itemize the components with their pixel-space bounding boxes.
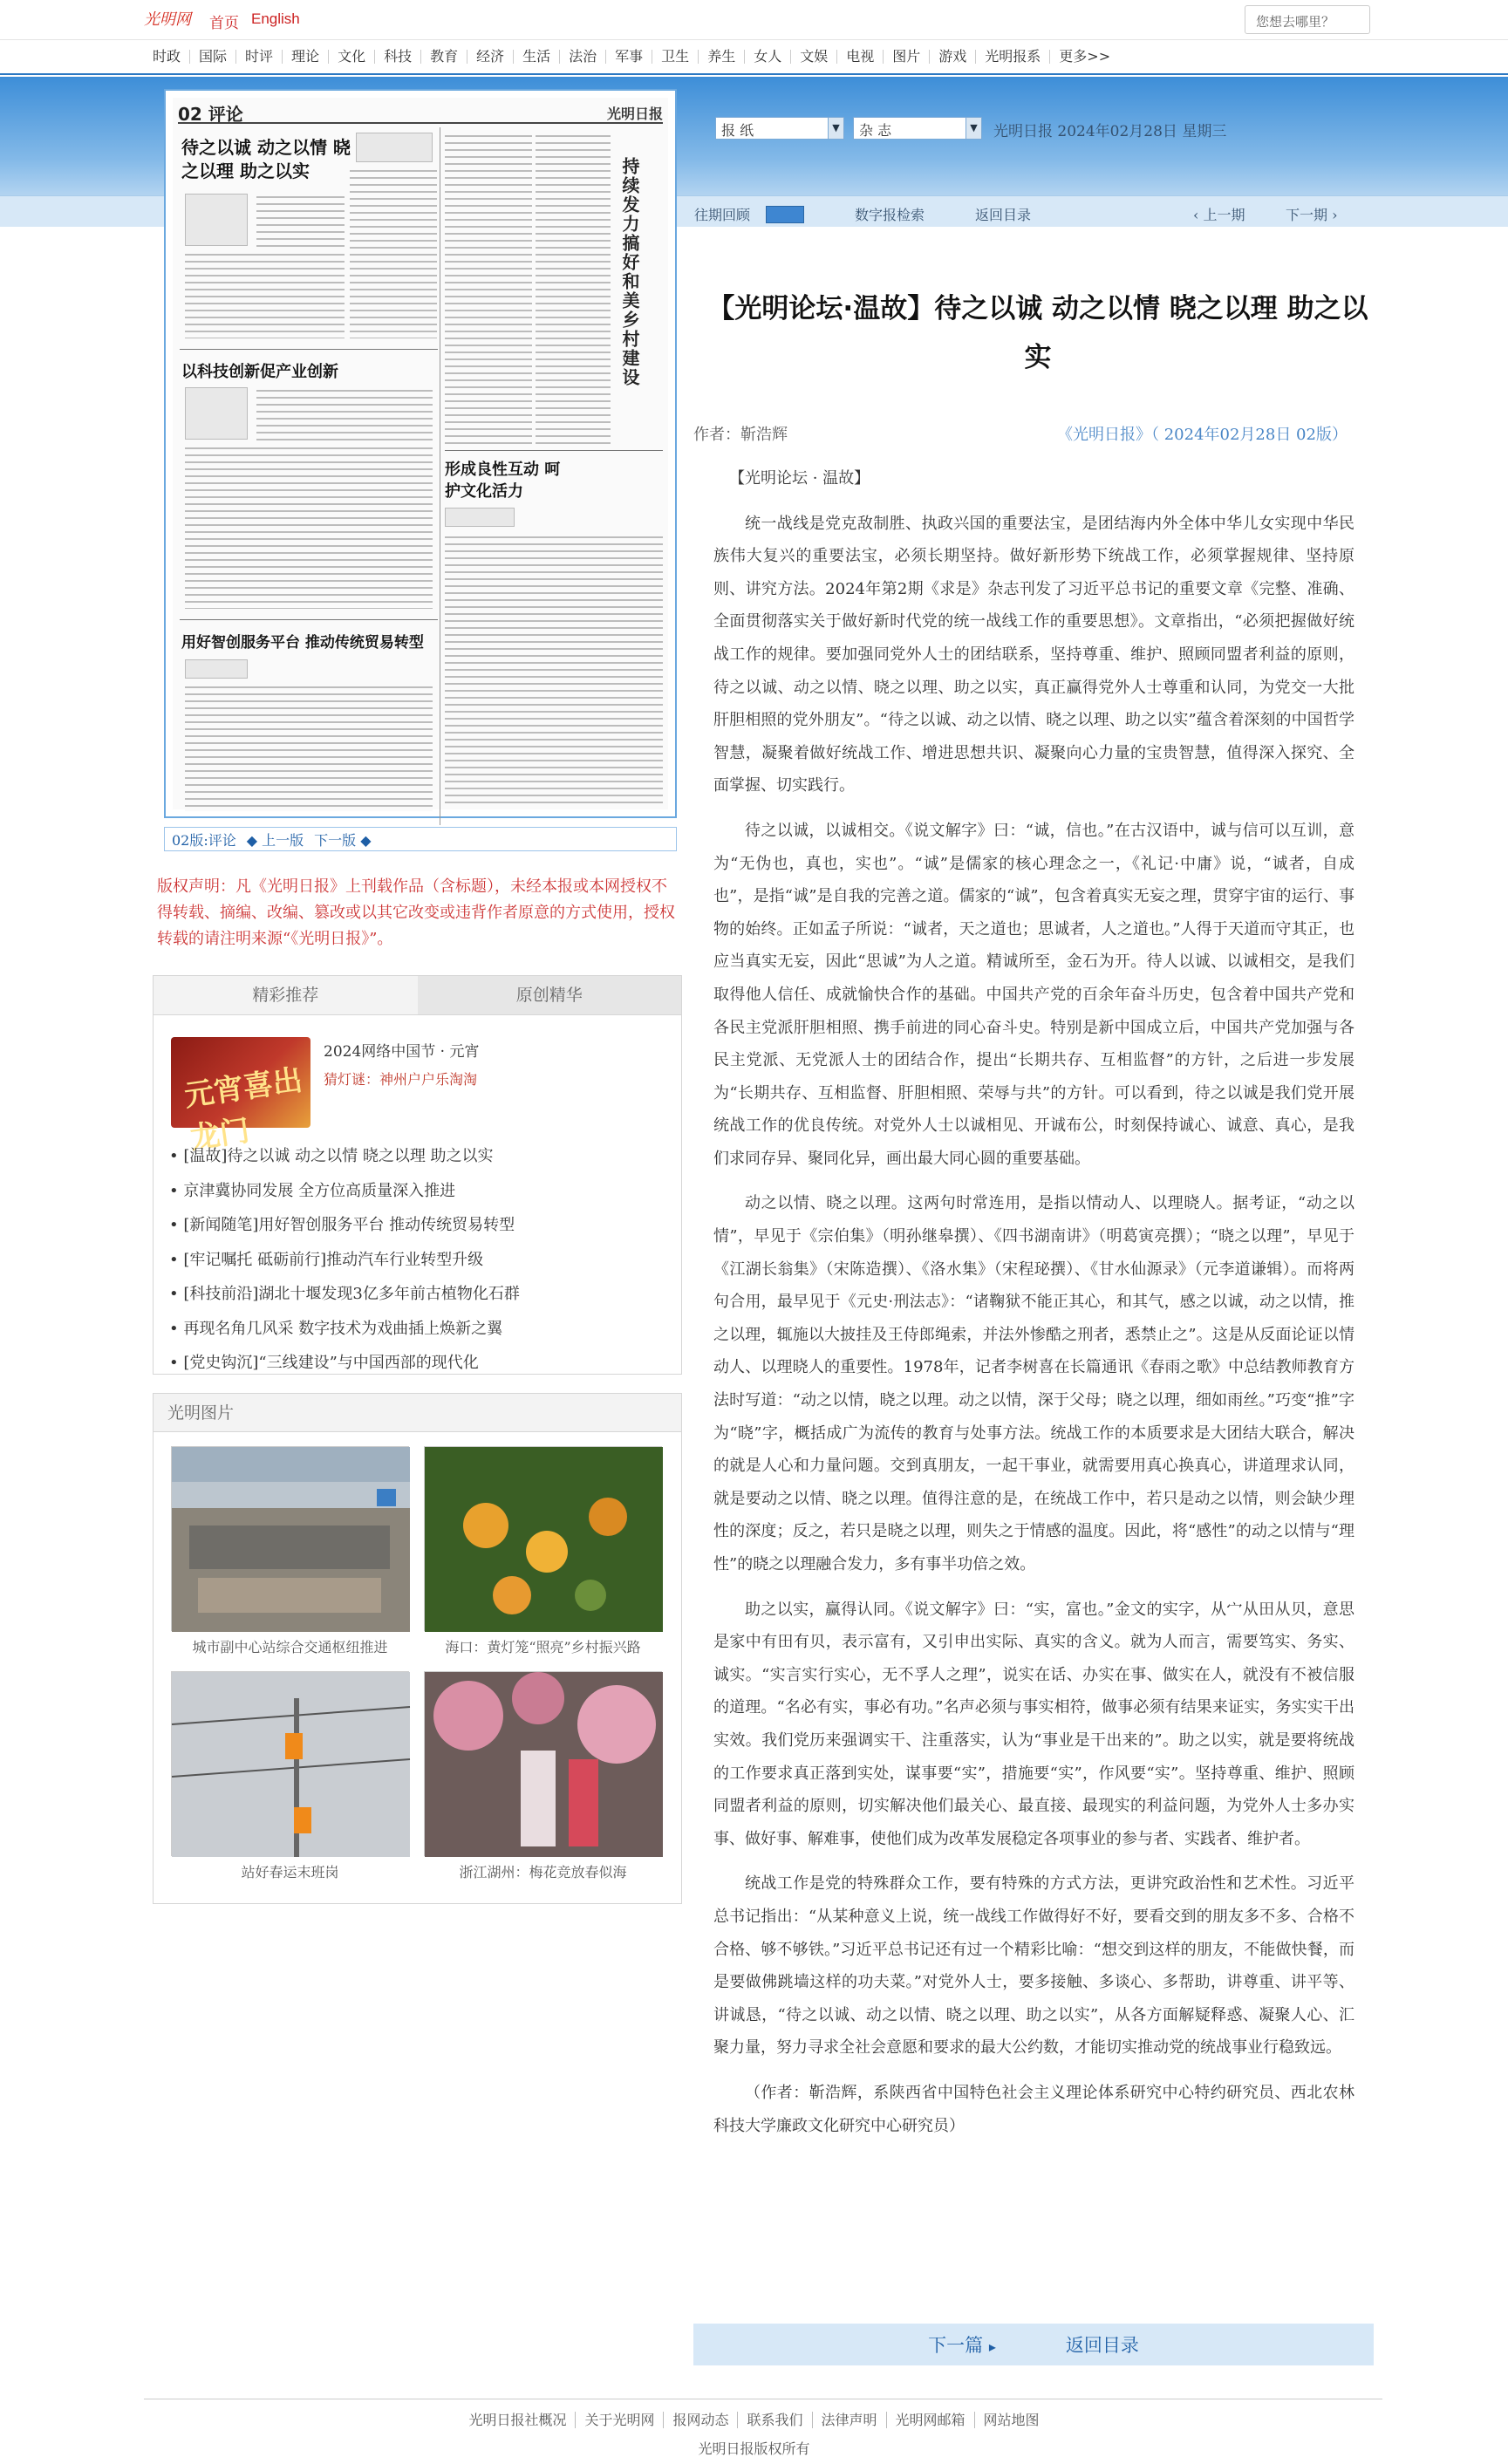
column-logo-thumb	[185, 659, 248, 679]
chevron-right-icon: ›	[1332, 207, 1338, 223]
recommend-box	[153, 975, 682, 1375]
copyright-notice: 版权声明：凡《光明日报》上刊载作品（含标题），未经本报或本网授权不得转载、摘编、改编、篡改或以其它改变或违背作者原意的方式使用，授权转载的请注明来源“《光明日报》”。	[157, 877, 675, 948]
nav-item[interactable]: 生活	[514, 50, 560, 64]
nav-item[interactable]: 军事	[606, 50, 652, 64]
footer-copyright: 光明日报版权所有	[698, 2440, 810, 2457]
footer-link[interactable]: 报网动态	[664, 2412, 738, 2428]
nav-item[interactable]: 国际	[190, 50, 236, 64]
photo-plum-blossom[interactable]	[424, 1671, 662, 1856]
gmw-logo[interactable]	[144, 7, 201, 31]
page-switch-bar	[164, 827, 677, 851]
logo-text: 光明网	[144, 10, 191, 29]
prev-issue-link[interactable]	[1193, 204, 1245, 224]
recommend-item-label: 京津冀协同发展 全方位高质量深入推进	[183, 1181, 456, 1200]
paper-side-headline[interactable]: 形成良性互动 呵护文化活力	[445, 461, 561, 501]
nav-item[interactable]: 理论	[283, 50, 329, 64]
chevron-down-icon: ▼	[828, 118, 843, 139]
arrow-icon: ▸	[988, 2338, 996, 2355]
photo-power-workers[interactable]	[171, 1671, 409, 1856]
channel-nav-list	[144, 40, 1365, 73]
nav-item[interactable]: 图片	[884, 50, 930, 64]
recommend-tabs	[154, 976, 681, 1015]
nav-item[interactable]: 养生	[699, 50, 745, 64]
nav-item[interactable]: 电视	[837, 50, 884, 64]
nav-item[interactable]: 文化	[329, 50, 375, 64]
column-logo-thumb	[185, 387, 248, 440]
article-text-block	[185, 251, 345, 338]
section-divider	[445, 450, 663, 451]
recommend-item-label: 再现名角几风采 数字技术为戏曲插上焕新之翼	[183, 1319, 503, 1338]
chevron-left-icon: ‹	[1193, 207, 1204, 223]
paper-page-header	[178, 103, 663, 124]
prev-page-label: 上一版	[262, 831, 304, 849]
article-text-block	[256, 194, 345, 248]
nav-item[interactable]: 文娱	[791, 50, 837, 64]
section-divider	[180, 349, 438, 350]
footer-link[interactable]: 光明日报社概况	[460, 2412, 576, 2428]
newspaper-page[interactable]	[173, 98, 668, 809]
next-article-label: 下一篇	[928, 2335, 984, 2356]
paper-select[interactable]	[715, 117, 844, 140]
channel-nav	[0, 40, 1508, 75]
current-page-label: 02版:评论	[172, 831, 236, 849]
bullet-icon: •	[169, 1216, 184, 1234]
article-paragraph: 统战工作是党的特殊群众工作，要有特殊的方式方法，更讲究政治性和艺术性。习近平总书记指出：“从某种意义上说，统一战线工作做得好不好，要看交到的朋友多不多、合格不合格、够不够铁。”习近平总书记还有过一个精彩比喻：“想交到这样的朋友，不能做快餐，而是要做佛跳墙这样的功夫菜。”对党外人士，要多接触、多谈心、多帮助，讲尊重、讲平等、讲诚恳，“待之以诚、动之以情、晓之以理、助之以实”，从各方面解疑释惑、凝聚人心、汇聚力量，努力寻求全社会意愿和要求的最大公约数，才能切实推动党的统战事业行稳致远。	[713, 1874, 1354, 2058]
plum-blossom-image	[425, 1672, 663, 1857]
article-column-tag: 【光明论坛 · 温故】	[729, 469, 870, 488]
nav-item[interactable]: 卫生	[652, 50, 699, 64]
paper-select-value: 报 纸	[721, 122, 754, 139]
article-paragraph: 待之以诚，以诚相交。《说文解字》曰：“诚，信也。”在古汉语中，诚与信可以互训，意为“无伪也，真也，实也”。“诚”是儒家的核心理念之一，《礼记·中庸》说，“诚者，自成也”，是指“诚”是自我的完善之道。儒家的“诚”，包含着真实无妄之理，贯穿宇宙的运行、事物的始终。正如孟子所说：“诚者，天之道也；思诚者，人之道也。”人得于天道而守其正，也应当真实无妄，因此“思诚”为人之道。精诚所至，金石为开。待人以诚、以诚相交，是我们取得他人信任、成就愉快合作的基础。中国共产党的百余年奋斗历史，包含着中国共产党和各民主党派肝胆相照、携手前进的同心奋斗史。特别是新中国成立后，中国共产党加强与各民主党派、无党派人士的团结合作，提出“长期共存、互相监督”的方针，之后进一步发展为“长期共存、互相监督、肝胆相照、荣辱与共”的方针。可以看到，待之以诚是我们党开展统战工作的优良传统。对党外人士以诚相见、开诚布公，时刻保持诚心、诚意、真心，是我们求同存异、聚同化异，画出最大同心圆的重要基础。	[713, 821, 1354, 1168]
recommend-list-item[interactable]	[169, 1243, 666, 1278]
nav-item[interactable]: 光明报系	[976, 50, 1050, 64]
magazine-select-value: 杂 志	[859, 122, 892, 139]
bullet-icon: •	[169, 1181, 184, 1200]
recommend-list-item[interactable]	[169, 1174, 666, 1209]
digital-search-link[interactable]: 数字报检索	[855, 207, 925, 223]
nav-item[interactable]: 时政	[144, 50, 190, 64]
paper-headline-2[interactable]: 以科技创新促产业创新	[181, 363, 338, 381]
recommend-item-label: [党史钩沉]“三线建设”与中国西部的现代化	[183, 1354, 479, 1372]
english-link[interactable]: English	[251, 10, 300, 27]
paper-page-label: 02 评论	[178, 103, 243, 125]
photo-caption[interactable]: 站好春运末班岗	[241, 1864, 339, 1880]
photo-caption[interactable]: 浙江湖州：梅花竞放春似海	[459, 1864, 627, 1880]
photo-caption[interactable]: 城市副中心站综合交通枢纽推进	[192, 1639, 388, 1655]
article-text-block	[445, 534, 663, 804]
article-title: 【光明论坛·温故】待之以诚 动之以情 晓之以理 助之以实	[707, 293, 1368, 373]
peppers-image	[425, 1447, 663, 1632]
article-paragraph: 动之以情、晓之以理。这两句时常连用，是指以情动人、以理晓人。据考证，“动之以情”，早见于《宗伯集》（明孙继皋撰）、《四书湖南讲》（明葛寅亮撰）；“晓之以理”，早见于《江湖长翁集》（宋陈造撰）、《洛水集》（宋程珌撰）、《甘水仙源录》（元李道谦辑）。而将两句合用，最早见于《元史·刑法志》：“诸鞠狱不能正其心，和其气，感之以诚，动之以情，推之以理，辄施以大披挂及王侍郎绳索，并法外惨酷之刑者，悉禁止之”。这是从反面论证以情动人、以理晓人的重要性。1978年，记者李树喜在长篇通讯《春雨之歌》中总结教师教育方法时写道：“动之以情，晓之以理。动之以情，深于父母；晓之以理，细如雨丝。”巧变“推”字为“晓”字，概括成广为流传的教育与处事方法。统战工作的本质要求是大团结大联合，解决的就是人心和力量问题。交到真朋友，一起干事业，就需要用真心换真心，讲道理求认同，就是要动之以情、晓之以理。值得注意的是，在统战工作中，若只是动之以情，则会缺少理性的深度；反之，若只是晓之以理，则失之于情感的温度。因此，将“感性”的动之以情与“理性”的晓之以理融合发力，多有事半功倍之效。	[713, 1194, 1354, 1573]
article-paragraph: 统一战线是党克敌制胜、执政兴国的重要法宝，是团结海内外全体中华儿女实现中华民族伟大复兴的重要法宝，必须长期坚持。做好新形势下统战工作，必须掌握规律、坚持原则、讲究方法。2024年第2期《求是》杂志刊发了习近平总书记的重要文章《完整、准确、全面贯彻落实关于做好新时代党的统一战线工作的重要思想》。文章指出，“必须把握做好统战工作的规律。要加强同党外人士的团结联系，坚持尊重、维护、照顾同盟者利益的原则，待之以诚、动之以情、晓之以理、助之以实，真正赢得党外人士尊重和认同，为党交一大批肝胆相照的党外朋友”。“待之以诚、动之以情、晓之以理、助之以实”蕴含着深刻的中国哲学智慧，凝聚着做好统战工作、增进思想共识、凝聚向心力量的宝贵智慧，值得深入探究、全面掌握、切实践行。	[713, 514, 1354, 795]
promo-subtitle[interactable]: 猜灯谜：神州户户乐淘淘	[324, 1071, 478, 1088]
nav-item[interactable]: 科技	[375, 50, 421, 64]
paper-headline-1[interactable]: 待之以诚 动之以情 晓之以理 助之以实	[181, 137, 351, 181]
bullet-icon: •	[169, 1354, 184, 1372]
back-to-catalog-link[interactable]: 返回目录	[975, 207, 1032, 223]
chevron-down-icon: ▼	[966, 118, 981, 139]
past-issues-link[interactable]: 往期回顾	[694, 207, 751, 223]
article-text-block	[445, 133, 532, 445]
section-divider	[180, 619, 438, 620]
article-text-block	[350, 167, 437, 338]
transport-hub-image	[172, 1447, 410, 1632]
recommend-item-label: [科技前沿]湖北十堰发现3亿多年前古植物化石群	[183, 1285, 520, 1303]
calendar-icon[interactable]	[766, 206, 804, 223]
nav-item[interactable]: 法治	[560, 50, 606, 64]
home-link[interactable]: 首页	[209, 15, 239, 31]
site-search-input[interactable]: 您想去哪里？	[1245, 5, 1370, 34]
banner-text: 元宵喜出龙门	[181, 1062, 305, 1157]
next-issue-link[interactable]	[1286, 204, 1338, 224]
bullet-icon: •	[169, 1285, 184, 1303]
footer-link[interactable]: 联系我们	[738, 2412, 812, 2428]
promo-title[interactable]: 2024网络中国节 · 元宵	[324, 1043, 480, 1061]
paper-brand: 光明日报	[606, 105, 663, 122]
recommend-list-item[interactable]	[169, 1208, 666, 1243]
next-page-link[interactable]: 下一版 ◆	[314, 831, 372, 849]
article-source[interactable]: 《光明日报》（ 2024年02月28日 02版）	[1057, 426, 1348, 444]
nav-item[interactable]: 时评	[236, 50, 283, 64]
article-author-note: （作者：靳浩辉，系陕西省中国特色社会主义理论体系研究中心特约研究员、西北农林科技大学廉政文化研究中心研究员）	[713, 2083, 1354, 2135]
recommend-item-label: [温故]待之以诚 动之以情 晓之以理 助之以实	[183, 1147, 494, 1165]
paper-headline-3[interactable]: 用好智创服务平台 推动传统贸易转型	[181, 634, 424, 652]
footer-link[interactable]: 法律声明	[813, 2412, 887, 2428]
recommend-item-label: [新闻随笔]用好智创服务平台 推动传统贸易转型	[183, 1216, 515, 1234]
recommend-list-item[interactable]	[169, 1346, 666, 1381]
article-text-block	[256, 387, 433, 441]
newspaper-page-preview[interactable]	[164, 89, 677, 818]
article-paragraph: 助之以实，赢得认同。《说文解字》曰：“实，富也。”金文的实字，从宀从田从贝，意思是家中有田有贝，表示富有，又引申出实际、真实的含义。就为人而言，需要笃实、务实、诚实。“实言实行实心，无不孚人之理”，说实在话、办实在事、做实在人，就没有不被信服的道理。“名必有实，事必有功。”名声必须与事实相符，做事必须有结果来证实，务实实干出实效。我们党历来强调实干、注重落实，认为“事业是干出来的”。助之以实，就是要将统战的工作要求真正落到实处，谋事要“实”，措施要“实”，作风要“实”。坚持尊重、维护、照顾同盟者利益的原则，切实解决他们最关心、最直接、最现实的利益问题，为党外人士多办实事、做好事、解难事，使他们成为改革发展稳定各项事业的参与者、实践者、维护者。	[713, 1600, 1354, 1848]
nav-item[interactable]: 更多>>	[1059, 48, 1111, 65]
bullet-icon: •	[169, 1147, 184, 1165]
footer-links	[0, 2409, 1508, 2429]
column-logo-thumb	[185, 194, 248, 246]
recommend-list	[169, 1139, 666, 1381]
bullet-icon: •	[169, 1250, 184, 1269]
recommend-list-item[interactable]	[169, 1277, 666, 1312]
article-text-block	[185, 684, 433, 811]
top-bar	[0, 0, 1508, 40]
issue-date-info: 光明日报 2024年02月28日 星期三	[993, 123, 1227, 140]
article-text-block	[185, 445, 433, 609]
recommend-list-item[interactable]	[169, 1312, 666, 1347]
nav-item[interactable]: 游戏	[930, 50, 976, 64]
article-author: 作者：靳浩辉	[693, 426, 788, 444]
photo-box	[153, 1393, 682, 1904]
footer-link[interactable]: 光明网邮箱	[887, 2412, 975, 2428]
nav-item[interactable]: 经济	[467, 50, 514, 64]
paper-vertical-headline[interactable]: 持续发力搞好和美乡村建设	[619, 157, 640, 387]
recommend-list-item[interactable]	[169, 1139, 666, 1174]
article-bottom-nav	[693, 2324, 1374, 2365]
column-logo-thumb	[445, 508, 515, 527]
lantern-festival-banner[interactable]	[171, 1037, 310, 1157]
photo-caption[interactable]: 海口：黄灯笼“照亮”乡村振兴路	[445, 1639, 641, 1655]
next-issue-label: 下一期	[1286, 207, 1328, 223]
tab-featured[interactable]: 精彩推荐	[154, 976, 418, 1014]
article-text-block	[536, 133, 611, 445]
tab-original[interactable]: 原创精华	[418, 976, 682, 1014]
footer-link[interactable]: 网站地图	[983, 2412, 1040, 2428]
return-catalog-link[interactable]: 返回目录	[1065, 2335, 1139, 2356]
photo-peppers[interactable]	[424, 1446, 662, 1631]
bullet-icon: •	[169, 1319, 184, 1338]
column-logo-thumb	[356, 133, 433, 162]
footer-link[interactable]: 关于光明网	[576, 2412, 664, 2428]
photo-box-heading: 光明图片	[154, 1394, 681, 1432]
photo-transport-hub[interactable]	[171, 1446, 409, 1631]
recommend-item-label: [牢记嘱托 砥砺前行]推动汽车行业转型升级	[183, 1250, 484, 1269]
magazine-select[interactable]	[853, 117, 982, 140]
prev-issue-label: 上一期	[1203, 207, 1245, 223]
next-article-link[interactable]	[928, 2331, 996, 2358]
article-body	[713, 462, 1354, 2154]
next-page-label: 下一版	[314, 831, 357, 849]
prev-page-link[interactable]: ◆ 上一版	[246, 831, 304, 849]
nav-item[interactable]: 教育	[421, 50, 467, 64]
power-workers-image	[172, 1672, 410, 1857]
nav-item[interactable]: 女人	[745, 50, 791, 64]
